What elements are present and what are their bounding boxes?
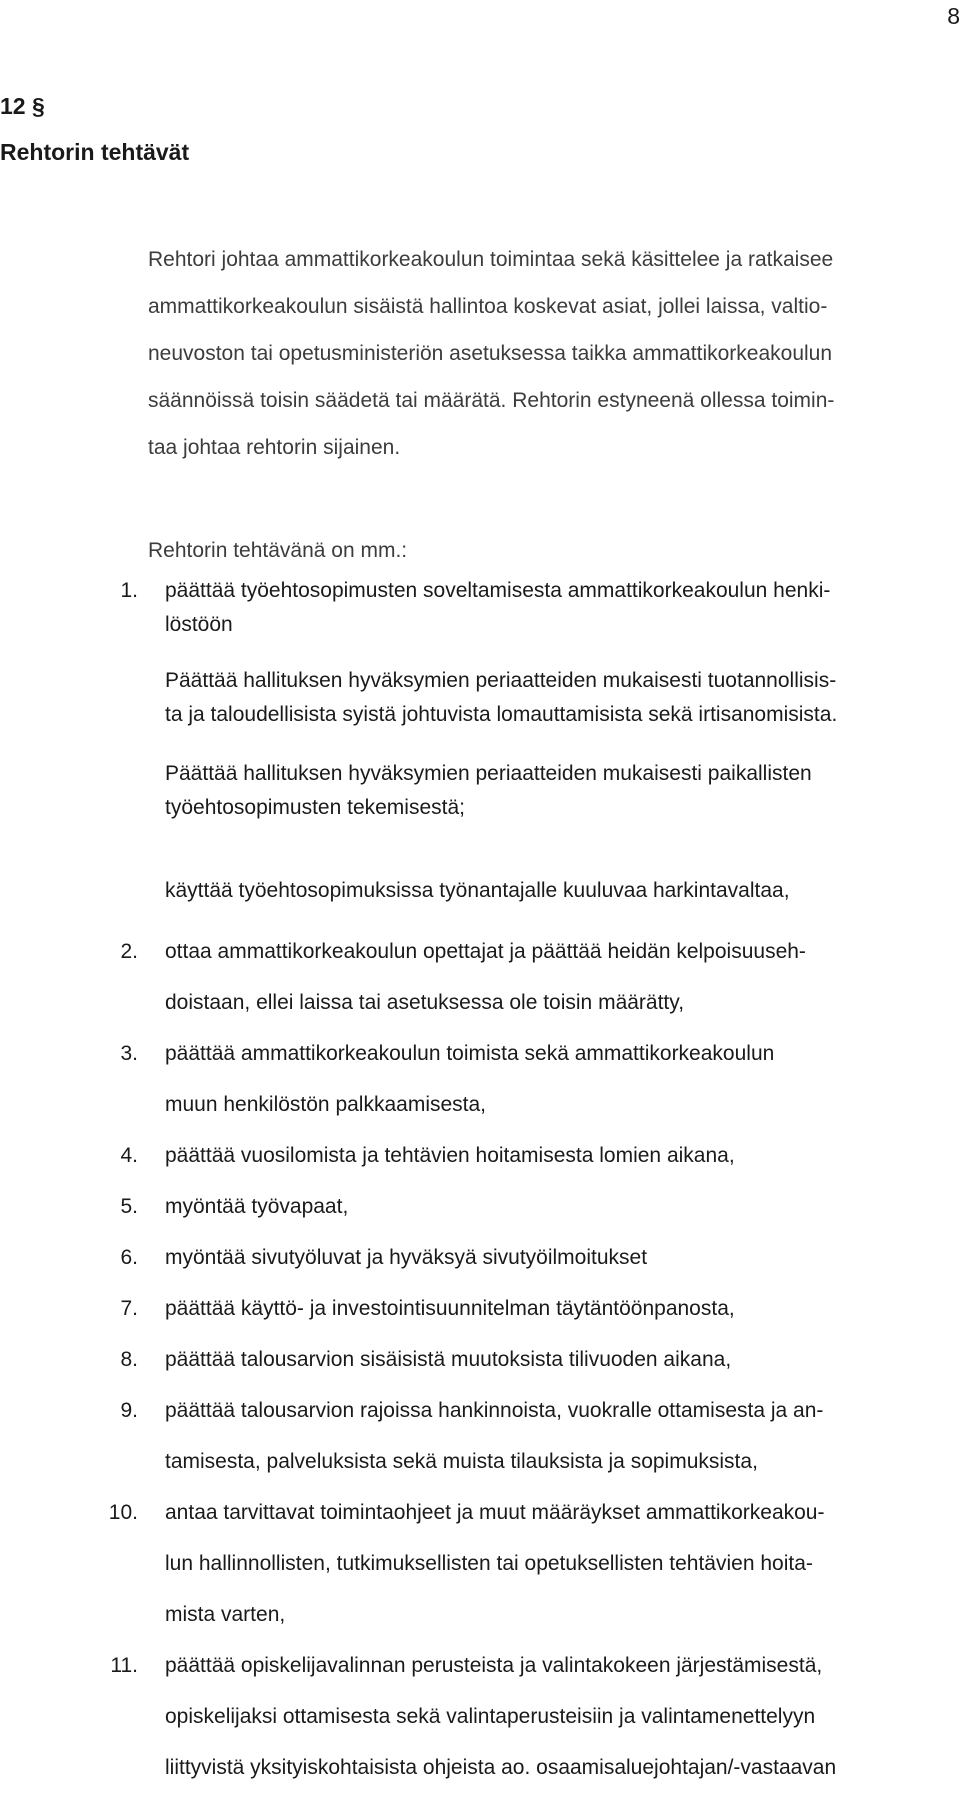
- list-item-line: opiskelijaksi ottamisesta sekä valintaperusteisiin ja valintamenettelyyn: [165, 1705, 816, 1728]
- list-item-text: [165, 1232, 955, 1283]
- page-number: 8: [947, 3, 960, 29]
- intro-line: ammattikorkeakoulun sisäistä hallintoa koskevat asiat, jollei laissa, valtio-: [148, 295, 828, 318]
- section-number: 12 §: [0, 93, 45, 119]
- list-item-line: muun henkilöstön palkkaamisesta,: [165, 1093, 487, 1116]
- list-item-line: päättää opiskelijavalinnan perusteista ja valintakokeen järjestämisestä,: [165, 1654, 823, 1677]
- list-item-line: päättää ammattikorkeakoulun toimista sekä ammattikorkeakoulun: [165, 1042, 775, 1065]
- intro-line: taa johtaa rehtorin sijainen.: [148, 436, 401, 459]
- list-item-number: 5.: [120, 1195, 138, 1218]
- sub-paragraph-line: ta ja taloudellisista syistä johtuvista lomauttamisista sekä irtisanomisista.: [165, 703, 838, 726]
- list-item-text: [165, 1385, 955, 1487]
- list-item-number: 2.: [120, 940, 138, 963]
- intro-line: neuvoston tai opetusministeriön asetuksessa taikka ammattikorkeakoulun: [148, 342, 833, 365]
- sub-paragraph-local-agreements: [165, 757, 955, 825]
- sub-paragraph-line: Päättää hallituksen hyväksymien periaatteiden mukaisesti tuotannollisis-: [165, 669, 837, 692]
- list-item-number: 8.: [120, 1348, 138, 1371]
- list-item-line: tamisesta, palveluksista sekä muista tilauksista ja sopimuksista,: [165, 1450, 758, 1473]
- list-item-number: 4.: [120, 1144, 138, 1167]
- list-item-line: löstöön: [165, 613, 233, 636]
- list-item-line: päättää talousarvion rajoissa hankinnoista, vuokralle ottamisesta ja an-: [165, 1399, 824, 1422]
- list-item-line: myöntää työvapaat,: [165, 1195, 349, 1218]
- list-item-line: lun hallinnollisten, tutkimuksellisten tai opetuksellisten tehtävien hoita-: [165, 1552, 813, 1575]
- list-item-text: [165, 1334, 955, 1385]
- list-item-text: [165, 1283, 955, 1334]
- list-item-number: 10.: [108, 1501, 138, 1524]
- list-item-line: antaa tarvittavat toimintaohjeet ja muut määräykset ammattikorkeakou-: [165, 1501, 825, 1524]
- list-item-line: päättää talousarvion sisäisistä muutoksista tilivuoden aikana,: [165, 1348, 732, 1371]
- list-item-text: [165, 1028, 955, 1130]
- intro-line: Rehtori johtaa ammattikorkeakoulun toimintaa sekä käsittelee ja ratkaisee: [148, 248, 834, 271]
- sub-paragraph-line: työehtosopimusten tekemisestä;: [165, 796, 465, 819]
- list-item-line: mista varten,: [165, 1603, 286, 1626]
- list-item-text: [165, 1640, 955, 1793]
- list-item-text: [165, 926, 955, 1028]
- list-item-text: [165, 574, 955, 642]
- list-item-number: 1.: [120, 579, 138, 602]
- sub-paragraph-layoffs: [165, 664, 955, 732]
- list-item-number: 11.: [110, 1654, 138, 1677]
- intro-paragraph: [148, 236, 948, 471]
- list-item-line: päättää työehtosopimusten soveltamisesta ammattikorkeakoulun henki-: [165, 579, 831, 602]
- list-item-line: päättää vuosilomista ja tehtävien hoitamisesta lomien aikana,: [165, 1144, 735, 1167]
- list-item-text: [165, 1130, 955, 1181]
- intro-line: säännöissä toisin säädetä tai määrätä. Rehtorin estyneenä ollessa toimin-: [148, 389, 835, 412]
- list-item-line: myöntää sivutyöluvat ja hyväksyä sivutyöilmoitukset: [165, 1246, 648, 1269]
- section-title: Rehtorin tehtävät: [0, 139, 190, 165]
- list-item-text: [165, 1487, 955, 1640]
- list-item-number: 7.: [120, 1297, 138, 1320]
- list-item-line: liittyvistä yksityiskohtaisista ohjeista ao. osaamisaluejohtajan/-vastaavan: [165, 1756, 837, 1779]
- list-item-line: doistaan, ellei laissa tai asetuksessa ole toisin määrätty,: [165, 991, 685, 1014]
- list-item-text: [165, 1181, 955, 1232]
- list-item-number: 3.: [120, 1042, 138, 1065]
- list-item-line: ottaa ammattikorkeakoulun opettajat ja päättää heidän kelpoisuuseh-: [165, 940, 806, 963]
- sub-paragraph-discretion: [165, 874, 955, 908]
- sub-paragraph-line: käyttää työehtosopimuksissa työnantajalle kuuluvaa harkintavaltaa,: [165, 879, 790, 902]
- list-item-line: päättää käyttö- ja investointisuunnitelman täytäntöönpanosta,: [165, 1297, 735, 1320]
- sub-paragraph-line: Päättää hallituksen hyväksymien periaatteiden mukaisesti paikallisten: [165, 762, 812, 785]
- list-item-number: 9.: [120, 1399, 138, 1422]
- duties-lead-in: Rehtorin tehtävänä on mm.:: [148, 539, 408, 562]
- list-item-number: 6.: [120, 1246, 138, 1269]
